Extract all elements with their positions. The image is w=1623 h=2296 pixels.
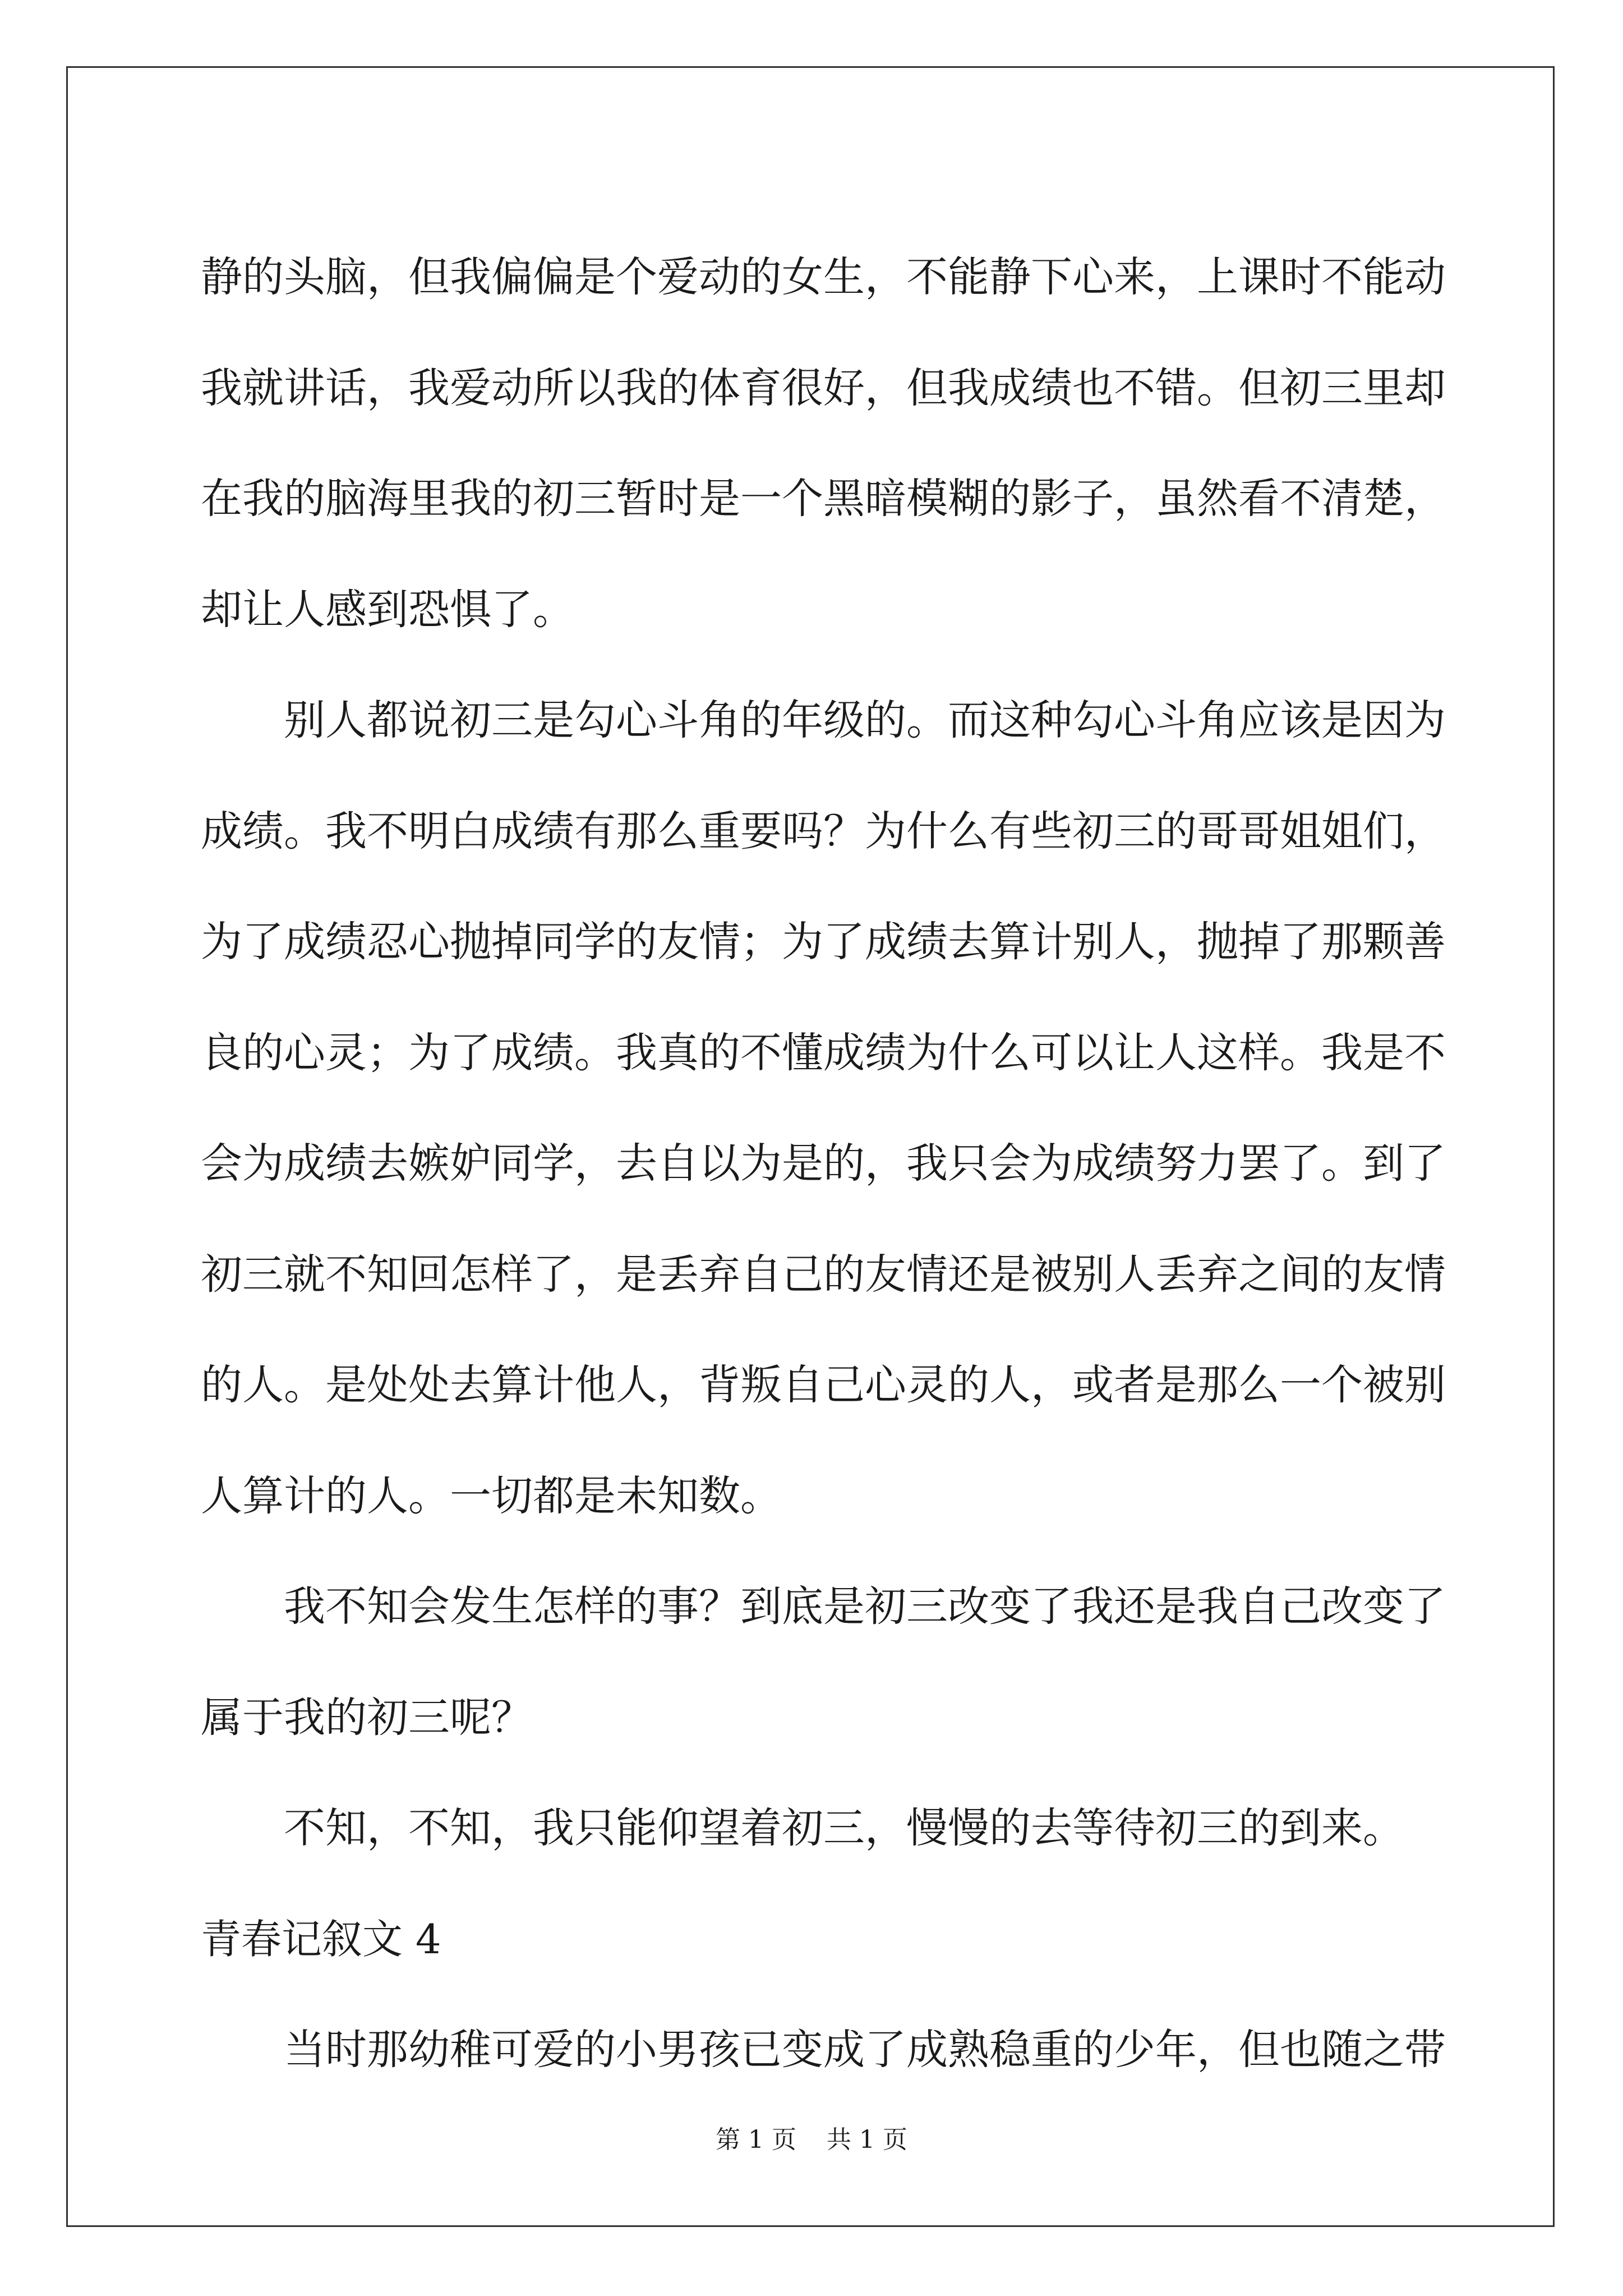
section-heading: 青春记叙文 4 <box>201 1915 441 1963</box>
text-line: 为了成绩忍心抛掉同学的友情；为了成绩去算计别人，抛掉了那颗善 <box>201 918 1446 966</box>
document-body <box>201 222 1446 2106</box>
page-footer <box>0 2123 1623 2157</box>
paragraph-first-line: 别人都说初三是勾心斗角的年级的。而这种勾心斗角应该是因为 <box>284 696 1446 744</box>
text-line: 成绩。我不明白成绩有那么重要吗？为什么有些初三的哥哥姐姐们， <box>201 807 1446 855</box>
text-line: 我就讲话，我爱动所以我的体育很好，但我成绩也不错。但初三里却 <box>201 364 1446 412</box>
text-line: 的人。是处处去算计他人，背叛自己心灵的人，或者是那么一个被别 <box>201 1361 1446 1409</box>
text-line: 初三就不知回怎样了，是丢弃自己的友情还是被别人丢弃之间的友情 <box>201 1250 1446 1299</box>
total-pages: 共 1 页 <box>827 2125 907 2154</box>
text-line: 却让人感到恐惧了。 <box>201 585 574 634</box>
text-line: 在我的脑海里我的初三暂时是一个黑暗模糊的影子，虽然看不清楚， <box>201 475 1446 523</box>
text-line: 良的心灵；为了成绩。我真的不懂成绩为什么可以让人这样。我是不 <box>201 1028 1446 1077</box>
paragraph-first-line: 当时那幼稚可爱的小男孩已变成了成熟稳重的少年，但也随之带 <box>284 2026 1446 2074</box>
paragraph-first-line: 我不知会发生怎样的事？到底是初三改变了我还是我自己改变了 <box>284 1582 1446 1631</box>
text-line: 属于我的初三呢？ <box>201 1693 533 1742</box>
page-number: 第 1 页 <box>716 2125 796 2154</box>
paragraph-first-line: 不知，不知，我只能仰望着初三，慢慢的去等待初三的到来。 <box>284 1804 1404 1852</box>
text-line: 人算计的人。一切都是未知数。 <box>201 1471 782 1520</box>
text-line: 静的头脑，但我偏偏是个爱动的女生，不能静下心来，上课时不能动 <box>201 253 1446 301</box>
text-line: 会为成绩去嫉妒同学，去自以为是的，我只会为成绩努力罢了。到了 <box>201 1139 1446 1188</box>
